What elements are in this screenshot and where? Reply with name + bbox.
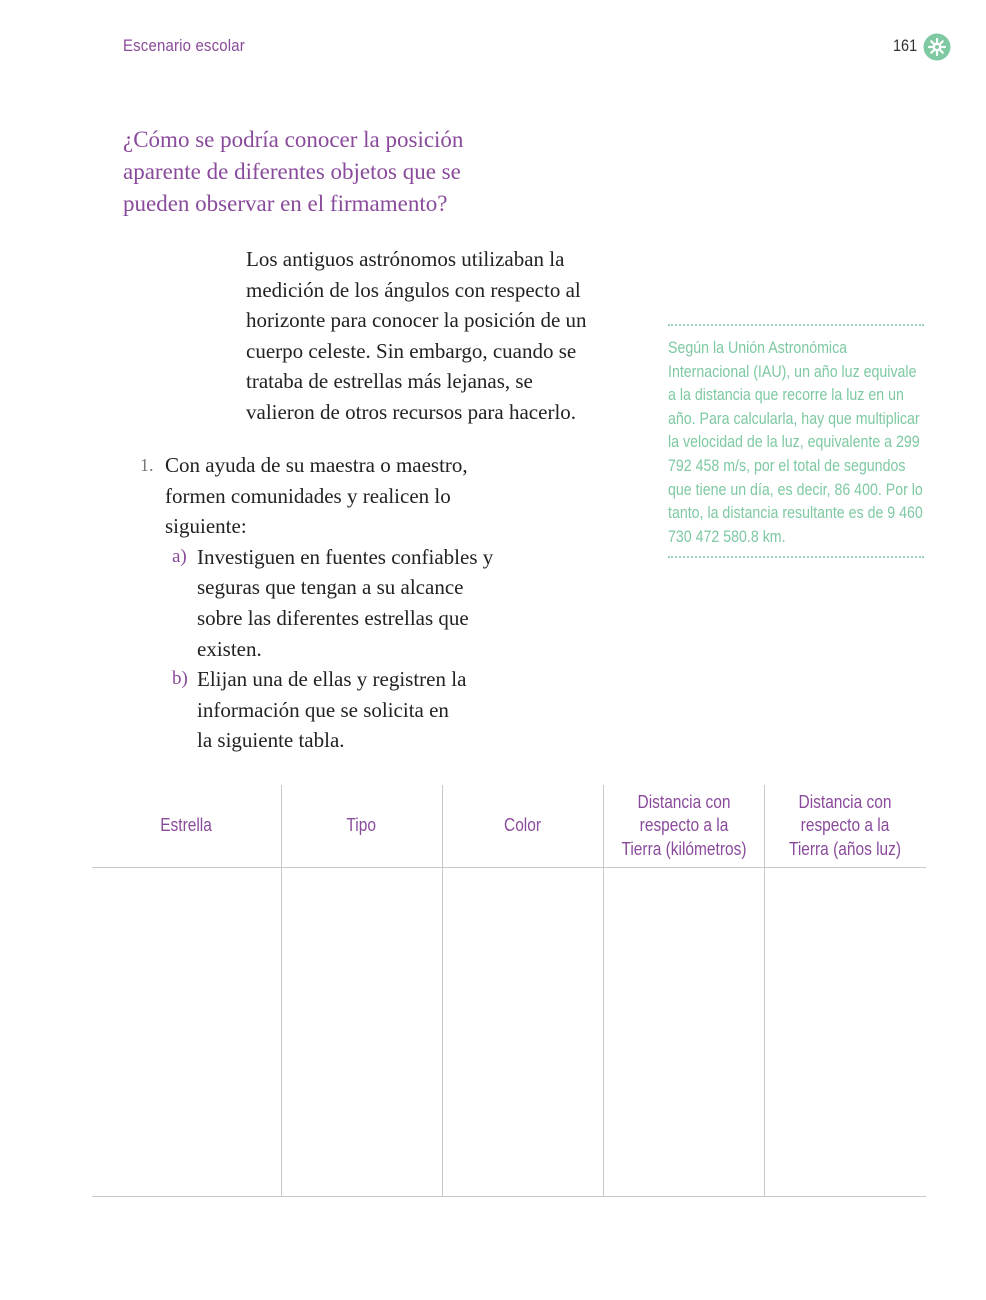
column-divider xyxy=(442,785,443,1197)
table-bottom-line xyxy=(92,1196,926,1197)
guiding-question: ¿Cómo se podría conocer la posición aparente de diferentes objetos que se pueden observar en el firmamento? xyxy=(123,127,464,216)
side-note-box xyxy=(668,324,924,558)
item-letter: a) xyxy=(172,545,187,567)
activity-item-b xyxy=(172,664,520,756)
column-divider xyxy=(603,785,604,1197)
star-data-table xyxy=(92,785,926,1197)
page-number: 161 xyxy=(893,36,918,55)
table-cell-estrella[interactable] xyxy=(92,868,280,1196)
gear-icon xyxy=(923,33,951,61)
header-divider xyxy=(92,867,926,868)
table-header-distance-km: Distancia con respecto a la Tierra (kilómetros) xyxy=(620,791,746,859)
item-text: Elijan una de ellas y registren la información que se solicita en la siguiente tabla. xyxy=(197,667,467,753)
table-header-tipo: Tipo xyxy=(346,815,377,836)
table-cell-color[interactable] xyxy=(443,868,603,1196)
activity-1 xyxy=(140,450,520,756)
item-text: Investiguen en fuentes confiables y seguras que tengan a su alcance sobre las diferentes estrellas que existen. xyxy=(197,544,494,661)
activity-text: Con ayuda de su maestra o maestro, formen comunidades y realicen lo siguiente: xyxy=(165,453,468,539)
table-header-color: Color xyxy=(503,815,541,836)
table-cell-distance-ly[interactable] xyxy=(765,868,925,1196)
intro-paragraph: Los antiguos astrónomos utilizaban la medición de los ángulos con respecto al horizonte para conocer la posición de un cuerpo celeste. Sin embargo, cuando se trataba de estrellas más lejanas, se valieron de otros recursos para hacerlo. xyxy=(246,247,587,424)
side-note-text: Según la Unión Astronómica Internacional (IAU), un año luz equivale a la distancia que recorre la luz en un año. Para calcularla, hay que multiplicar la velocidad de la luz, equivalente a 299 792 458 m/s, por el total de segundos que tiene un día, es decir, 86 400. Por lo tanto, la distancia resultante es de 9 460 730 472 580.8 km. xyxy=(668,339,923,546)
table-header-estrella: Estrella xyxy=(160,815,213,836)
activity-number: 1. xyxy=(140,455,154,475)
activity-item-a xyxy=(172,542,520,664)
table-cell-tipo[interactable] xyxy=(282,868,442,1196)
table-header-distance-ly: Distancia con respecto a la Tierra (años luz) xyxy=(788,791,901,859)
section-title: Escenario escolar xyxy=(123,36,245,55)
table-cell-distance-km[interactable] xyxy=(604,868,764,1196)
column-divider xyxy=(764,785,765,1197)
item-letter: b) xyxy=(172,668,188,690)
column-divider xyxy=(281,785,282,1197)
